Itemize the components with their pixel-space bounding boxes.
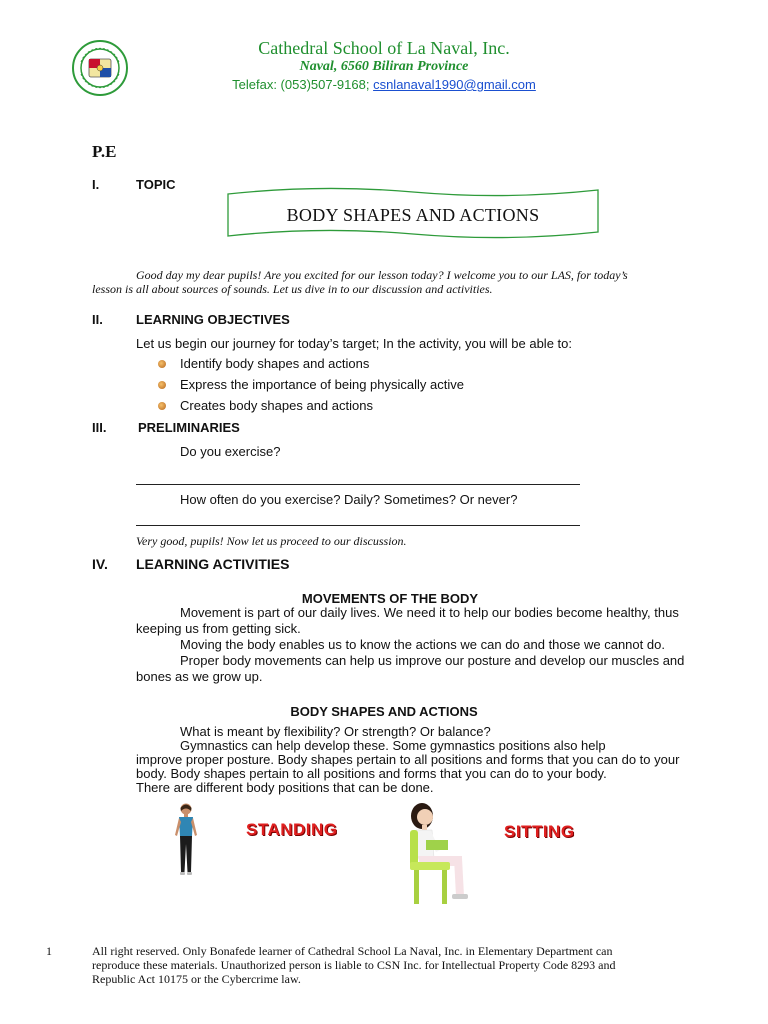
school-name: Cathedral School of La Naval, Inc.	[258, 38, 510, 58]
email-link[interactable]: csnlanaval1990@gmail.com	[373, 77, 536, 92]
section-title-activities: LEARNING ACTIVITIES	[136, 556, 290, 572]
sitting-girl-image	[398, 800, 482, 908]
objective-item: Express the importance of being physically active	[180, 377, 464, 392]
section-number-preliminaries: III.	[92, 420, 107, 435]
standing-label: STANDING	[246, 820, 338, 839]
topic-banner-title: BODY SHAPES AND ACTIONS	[286, 205, 540, 225]
preliminaries-closing: Very good, pupils! Now let us proceed to our discussion.	[136, 534, 407, 548]
preliminary-question-1: Do you exercise?	[180, 444, 281, 459]
answer-blank-line[interactable]	[136, 484, 580, 485]
intro-line-2: lesson is all about sources of sounds. Let us dive in to our discussion and activities.	[92, 282, 493, 296]
intro-line-1: Good day my dear pupils! Are you excited for our lesson today? I welcome you to our LAS, for today’s	[136, 268, 628, 282]
bullet-icon	[158, 360, 166, 368]
movements-paragraph-2: Moving the body enables us to know the actions we can do and those we cannot do.	[180, 637, 665, 652]
contact-line	[0, 77, 768, 92]
footer-line-1: All right reserved. Only Bonafede learner of Cathedral School La Naval, Inc. in Elementary Department can	[92, 944, 613, 958]
section-number-activities: IV.	[92, 556, 108, 572]
movements-paragraph-1a: Movement is part of our daily lives. We need it to help our bodies become healthy, thus	[180, 605, 679, 620]
subject-label: P.E	[92, 142, 117, 161]
objectives-lead: Let us begin our journey for today’s target; In the activity, you will be able to:	[136, 336, 572, 351]
body-shapes-line-2: Gymnastics can help develop these. Some gymnastics positions also help	[180, 738, 606, 753]
movements-paragraph-3b: bones as we grow up.	[136, 669, 263, 684]
body-shapes-line-3: improve proper posture. Body shapes pertain to all positions and forms that you can do to your	[136, 752, 680, 767]
bullet-icon	[158, 381, 166, 389]
footer-line-2: reproduce these materials. Unauthorized person is liable to CSN Inc. for Intellectual Property Code 8293 and	[92, 958, 616, 972]
telefax-text: Telefax: (053)507-9168;	[232, 77, 374, 92]
objective-item: Creates body shapes and actions	[180, 398, 373, 413]
footer-line-3: Republic Act 10175 or the Cybercrime law.	[92, 972, 301, 986]
sitting-label: SITTING	[504, 822, 575, 841]
section-title-objectives: LEARNING OBJECTIVES	[136, 312, 290, 327]
standing-woman-image	[166, 802, 206, 878]
movements-paragraph-1b: keeping us from getting sick.	[136, 621, 301, 636]
school-address: Naval, 6560 Biliran Province	[299, 59, 469, 74]
objective-item: Identify body shapes and actions	[180, 356, 370, 371]
section-title-preliminaries: PRELIMINARIES	[138, 420, 240, 435]
section-number-objectives: II.	[92, 312, 103, 327]
page-number: 1	[46, 944, 52, 958]
body-shapes-line-5: There are different body positions that can be done.	[136, 780, 434, 795]
movements-paragraph-3a: Proper body movements can help us improve our posture and develop our muscles and	[180, 653, 685, 668]
section-title-topic: TOPIC	[136, 177, 176, 192]
section-number-topic: I.	[92, 177, 100, 192]
body-shapes-heading: BODY SHAPES AND ACTIONS	[290, 704, 478, 719]
body-shapes-line-4: body. Body shapes pertain to all positions and forms that you can do to your body.	[136, 766, 607, 781]
movements-heading: MOVEMENTS OF THE BODY	[301, 591, 479, 606]
preliminary-question-2: How often do you exercise? Daily? Sometimes? Or never?	[180, 492, 518, 507]
answer-blank-line[interactable]	[136, 525, 580, 526]
bullet-icon	[158, 402, 166, 410]
body-shapes-line-1: What is meant by flexibility? Or strength? Or balance?	[180, 724, 491, 739]
